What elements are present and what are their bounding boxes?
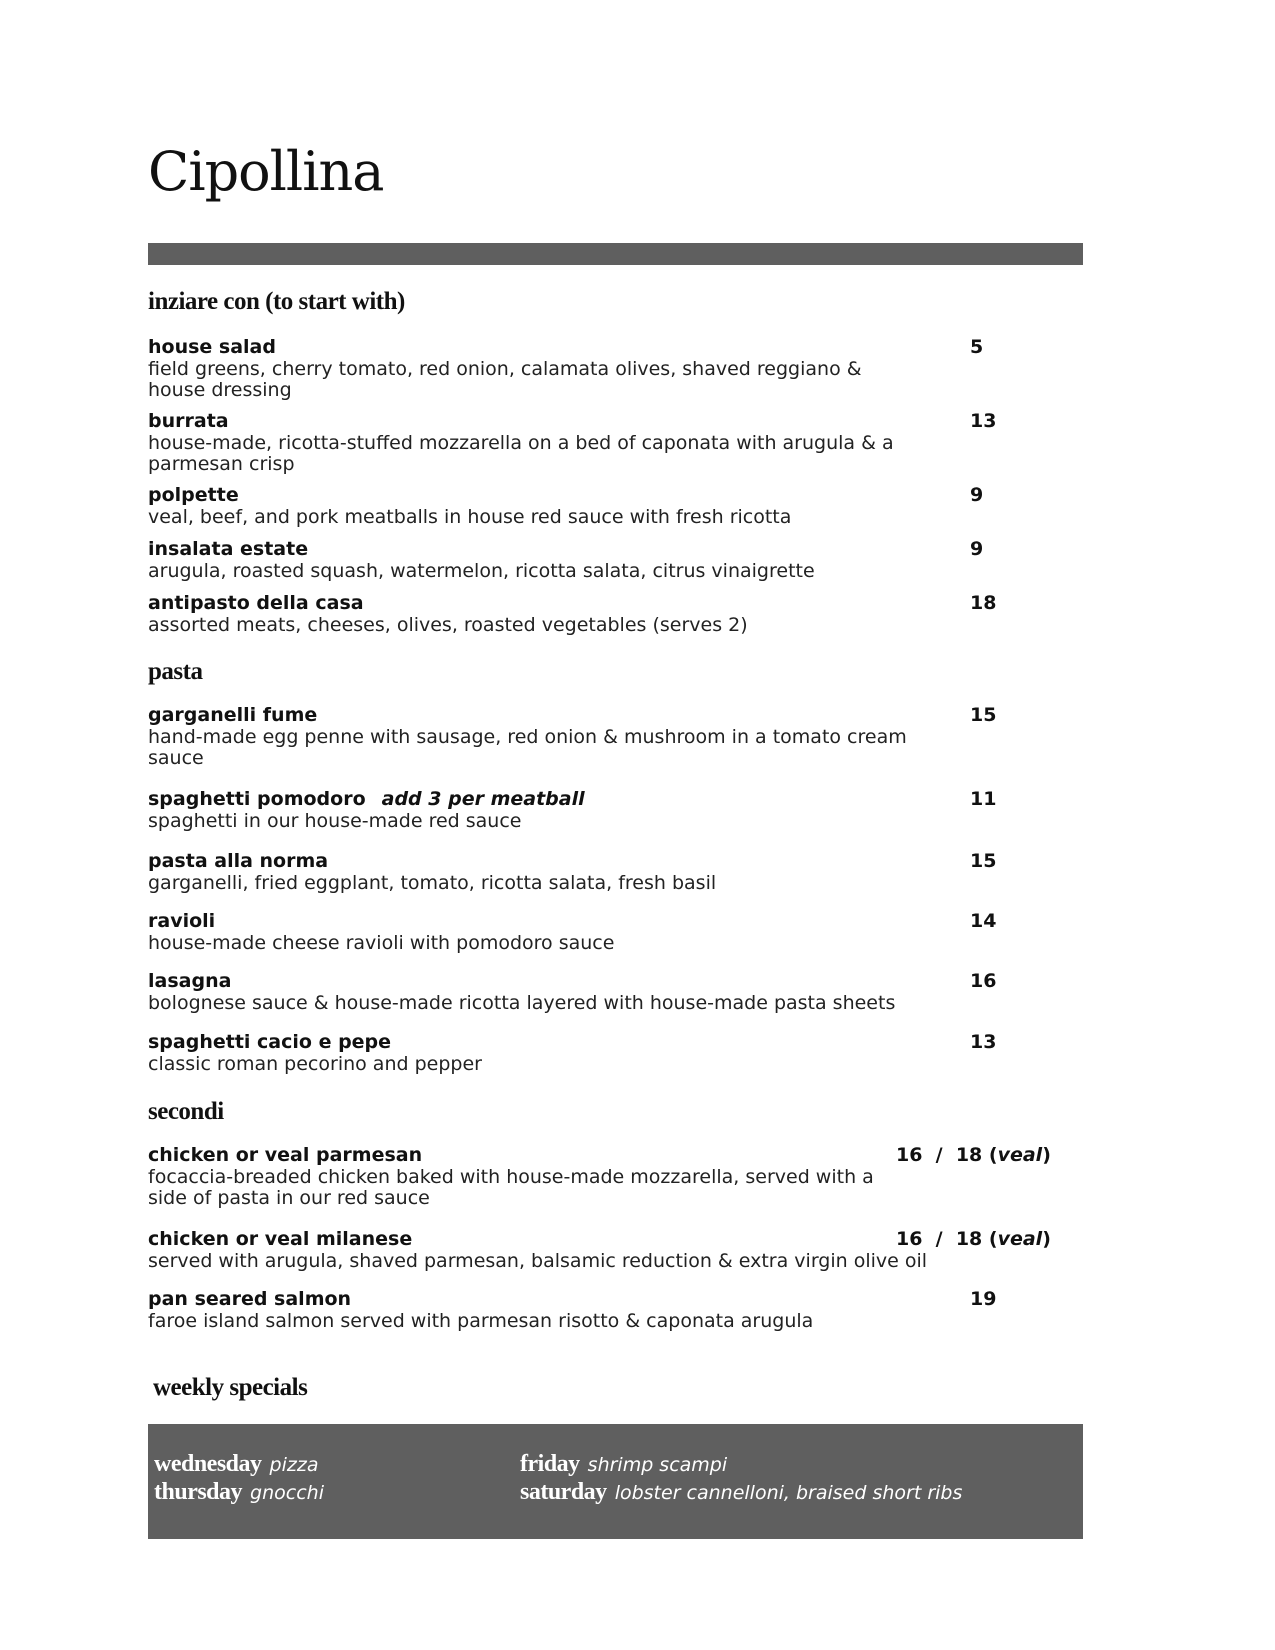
restaurant-title: Cipollina: [148, 140, 384, 203]
item-description: field greens, cherry tomato, red onion, calamata olives, shaved reggiano & house dressing: [148, 358, 862, 401]
item-price: 5: [970, 336, 984, 358]
item-price: 11: [970, 788, 997, 810]
menu-item-pan-seared-salmon: [148, 1288, 1108, 1332]
item-description: assorted meats, cheeses, olives, roasted vegetables (serves 2): [148, 614, 748, 636]
price-close: ): [1042, 1228, 1051, 1250]
item-description: served with arugula, shaved parmesan, balsamic reduction & extra virgin olive oil: [148, 1250, 928, 1272]
item-name: garganelli fume: [148, 704, 318, 726]
special-day: wednesday: [154, 1451, 262, 1477]
item-price: 13: [970, 1031, 997, 1053]
price-main: 16 / 18 (: [896, 1144, 998, 1166]
special-dish: gnocchi: [250, 1482, 324, 1504]
item-price: 15: [970, 850, 997, 872]
item-name: ravioli: [148, 910, 216, 932]
item-price: 9: [970, 538, 984, 560]
price-close: ): [1042, 1144, 1051, 1166]
section-heading-secondi: secondi: [148, 1098, 224, 1125]
menu-item-house-salad: [148, 336, 1108, 401]
menu-item-spaghetti-pomodoro: [148, 788, 1108, 832]
item-name: polpette: [148, 484, 239, 506]
section-heading-pasta: pasta: [148, 658, 203, 685]
menu-item-ravioli: [148, 910, 1108, 954]
item-name: antipasto della casa: [148, 592, 364, 614]
special-saturday: [520, 1477, 962, 1510]
item-name: house salad: [148, 336, 276, 358]
item-description: focaccia-breaded chicken baked with house-made mozzarella, served with a side of pasta in our red sauce: [148, 1166, 874, 1209]
menu-item-garganelli-fume: [148, 704, 1108, 769]
menu-item-insalata-estate: [148, 538, 1108, 582]
item-price: 13: [970, 410, 997, 432]
special-dish: pizza: [269, 1454, 319, 1476]
special-dish: shrimp scampi: [587, 1454, 728, 1476]
item-price: [896, 1144, 1051, 1167]
item-description: classic roman pecorino and pepper: [148, 1053, 482, 1075]
item-name: spaghetti cacio e pepe: [148, 1031, 392, 1053]
price-veal-label: veal: [997, 1228, 1043, 1250]
menu-item-burrata: [148, 410, 1108, 475]
menu-item-polpette: [148, 484, 1108, 528]
item-description: garganelli, fried eggplant, tomato, ricotta salata, fresh basil: [148, 872, 717, 894]
item-price: [896, 1228, 1051, 1251]
item-description: house-made cheese ravioli with pomodoro sauce: [148, 932, 615, 954]
item-price: 16: [970, 970, 997, 992]
item-price: 15: [970, 704, 997, 726]
menu-item-spaghetti-cacio-e-pepe: [148, 1031, 1108, 1075]
special-dish: lobster cannelloni, braised short ribs: [614, 1482, 963, 1504]
menu-item-antipasto-della-casa: [148, 592, 1108, 636]
menu-item-chicken-or-veal-milanese: [148, 1228, 1108, 1272]
item-name: burrata: [148, 410, 229, 432]
price-veal-label: veal: [997, 1144, 1043, 1166]
item-note: add 3 per meatball: [381, 788, 585, 810]
item-name: pasta alla norma: [148, 850, 329, 872]
item-description: hand-made egg penne with sausage, red onion & mushroom in a tomato cream sauce: [148, 726, 907, 769]
special-day: friday: [520, 1451, 580, 1477]
item-description: arugula, roasted squash, watermelon, ricotta salata, citrus vinaigrette: [148, 560, 815, 582]
item-name: insalata estate: [148, 538, 309, 560]
menu-item-pasta-alla-norma: [148, 850, 1108, 894]
item-name: pan seared salmon: [148, 1288, 352, 1310]
item-price: 19: [970, 1288, 997, 1310]
menu-item-chicken-or-veal-parmesan: [148, 1144, 1108, 1209]
item-price: 9: [970, 484, 984, 506]
special-day: thursday: [154, 1479, 243, 1505]
weekly-specials-panel: [148, 1424, 1083, 1539]
item-name: chicken or veal milanese: [148, 1228, 413, 1250]
item-description: house-made, ricotta-stuffed mozzarella on a bed of caponata with arugula & a parmesan crisp: [148, 432, 894, 475]
item-price: 14: [970, 910, 997, 932]
item-name: lasagna: [148, 970, 232, 992]
item-name: chicken or veal parmesan: [148, 1144, 423, 1166]
item-description: bolognese sauce & house-made ricotta layered with house-made pasta sheets: [148, 992, 896, 1014]
item-price: 18: [970, 592, 997, 614]
section-heading-weekly-specials: weekly specials: [153, 1374, 308, 1401]
section-heading-starters: inziare con (to start with): [148, 288, 405, 315]
item-description: spaghetti in our house-made red sauce: [148, 810, 522, 832]
price-main: 16 / 18 (: [896, 1228, 998, 1250]
special-thursday: [154, 1477, 324, 1510]
item-name-with-note: [148, 788, 1108, 811]
menu-item-lasagna: [148, 970, 1108, 1014]
item-name: spaghetti pomodoro: [148, 788, 366, 810]
item-description: veal, beef, and pork meatballs in house red sauce with fresh ricotta: [148, 506, 792, 528]
item-description: faroe island salmon served with parmesan risotto & caponata arugula: [148, 1310, 814, 1332]
special-day: saturday: [520, 1479, 607, 1505]
header-divider-bar: [148, 243, 1083, 265]
